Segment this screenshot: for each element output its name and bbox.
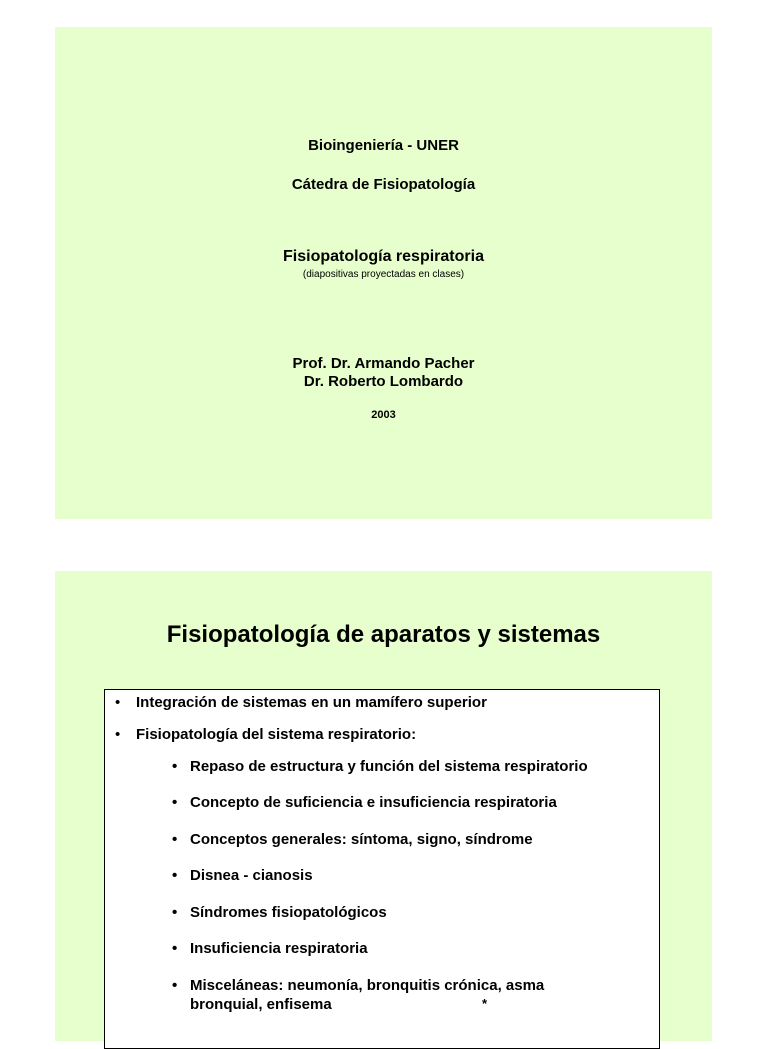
sub-list-item-text: Disnea - cianosis bbox=[190, 867, 313, 884]
bullet-icon: • bbox=[172, 940, 178, 957]
slide-title: Fisiopatología de aparatos y sistemas bbox=[166, 621, 601, 648]
sub-list-item bbox=[172, 866, 652, 885]
bullet-icon: • bbox=[172, 904, 178, 921]
bullet-icon: • bbox=[115, 726, 121, 743]
institution-label: Bioingeniería - UNER bbox=[308, 137, 459, 154]
sub-list-item-text: Conceptos generales: síntoma, signo, síndrome bbox=[190, 831, 533, 848]
sub-list-item-text: Concepto de suficiencia e insuficiencia respiratoria bbox=[190, 794, 557, 811]
author-secondary: Dr. Roberto Lombardo bbox=[303, 373, 464, 390]
sub-list-item-text: Insuficiencia respiratoria bbox=[190, 940, 368, 957]
asterisk-marker: * bbox=[482, 996, 488, 1011]
sub-list-item bbox=[172, 757, 652, 776]
sub-list-item-text: Misceláneas: neumonía, bronquitis crónica, asma bronquial, enfisema bbox=[190, 977, 545, 1013]
bullet-icon: • bbox=[172, 977, 178, 994]
bullet-icon: • bbox=[172, 867, 178, 884]
list-item bbox=[115, 693, 635, 712]
year-label: 2003 bbox=[371, 409, 396, 421]
bullet-list-box bbox=[104, 689, 660, 1049]
sub-list-item-text: Síndromes fisiopatológicos bbox=[190, 904, 387, 921]
bullet-icon: • bbox=[115, 694, 121, 711]
sub-list-item-text: Repaso de estructura y función del sistema respiratorio bbox=[190, 758, 588, 775]
sub-list-item bbox=[172, 939, 652, 958]
list-item-text: Fisiopatología del sistema respiratorio: bbox=[136, 726, 417, 743]
bullet-icon: • bbox=[172, 831, 178, 848]
list-item bbox=[115, 725, 635, 744]
presentation-title: Fisiopatología respiratoria bbox=[283, 248, 484, 265]
author-primary: Prof. Dr. Armando Pacher bbox=[292, 355, 475, 372]
sub-list-item bbox=[172, 976, 592, 1014]
sub-list-item bbox=[172, 793, 652, 812]
sub-list-item bbox=[172, 903, 652, 922]
list-item-text: Integración de sistemas en un mamífero superior bbox=[136, 694, 487, 711]
bullet-icon: • bbox=[172, 758, 178, 775]
sub-list-item bbox=[172, 830, 652, 849]
bullet-icon: • bbox=[172, 794, 178, 811]
presentation-subtitle: (diapositivas proyectadas en clases) bbox=[302, 269, 465, 280]
content-slide bbox=[55, 571, 712, 1041]
department-label: Cátedra de Fisiopatología bbox=[291, 176, 476, 193]
title-slide bbox=[55, 27, 712, 519]
